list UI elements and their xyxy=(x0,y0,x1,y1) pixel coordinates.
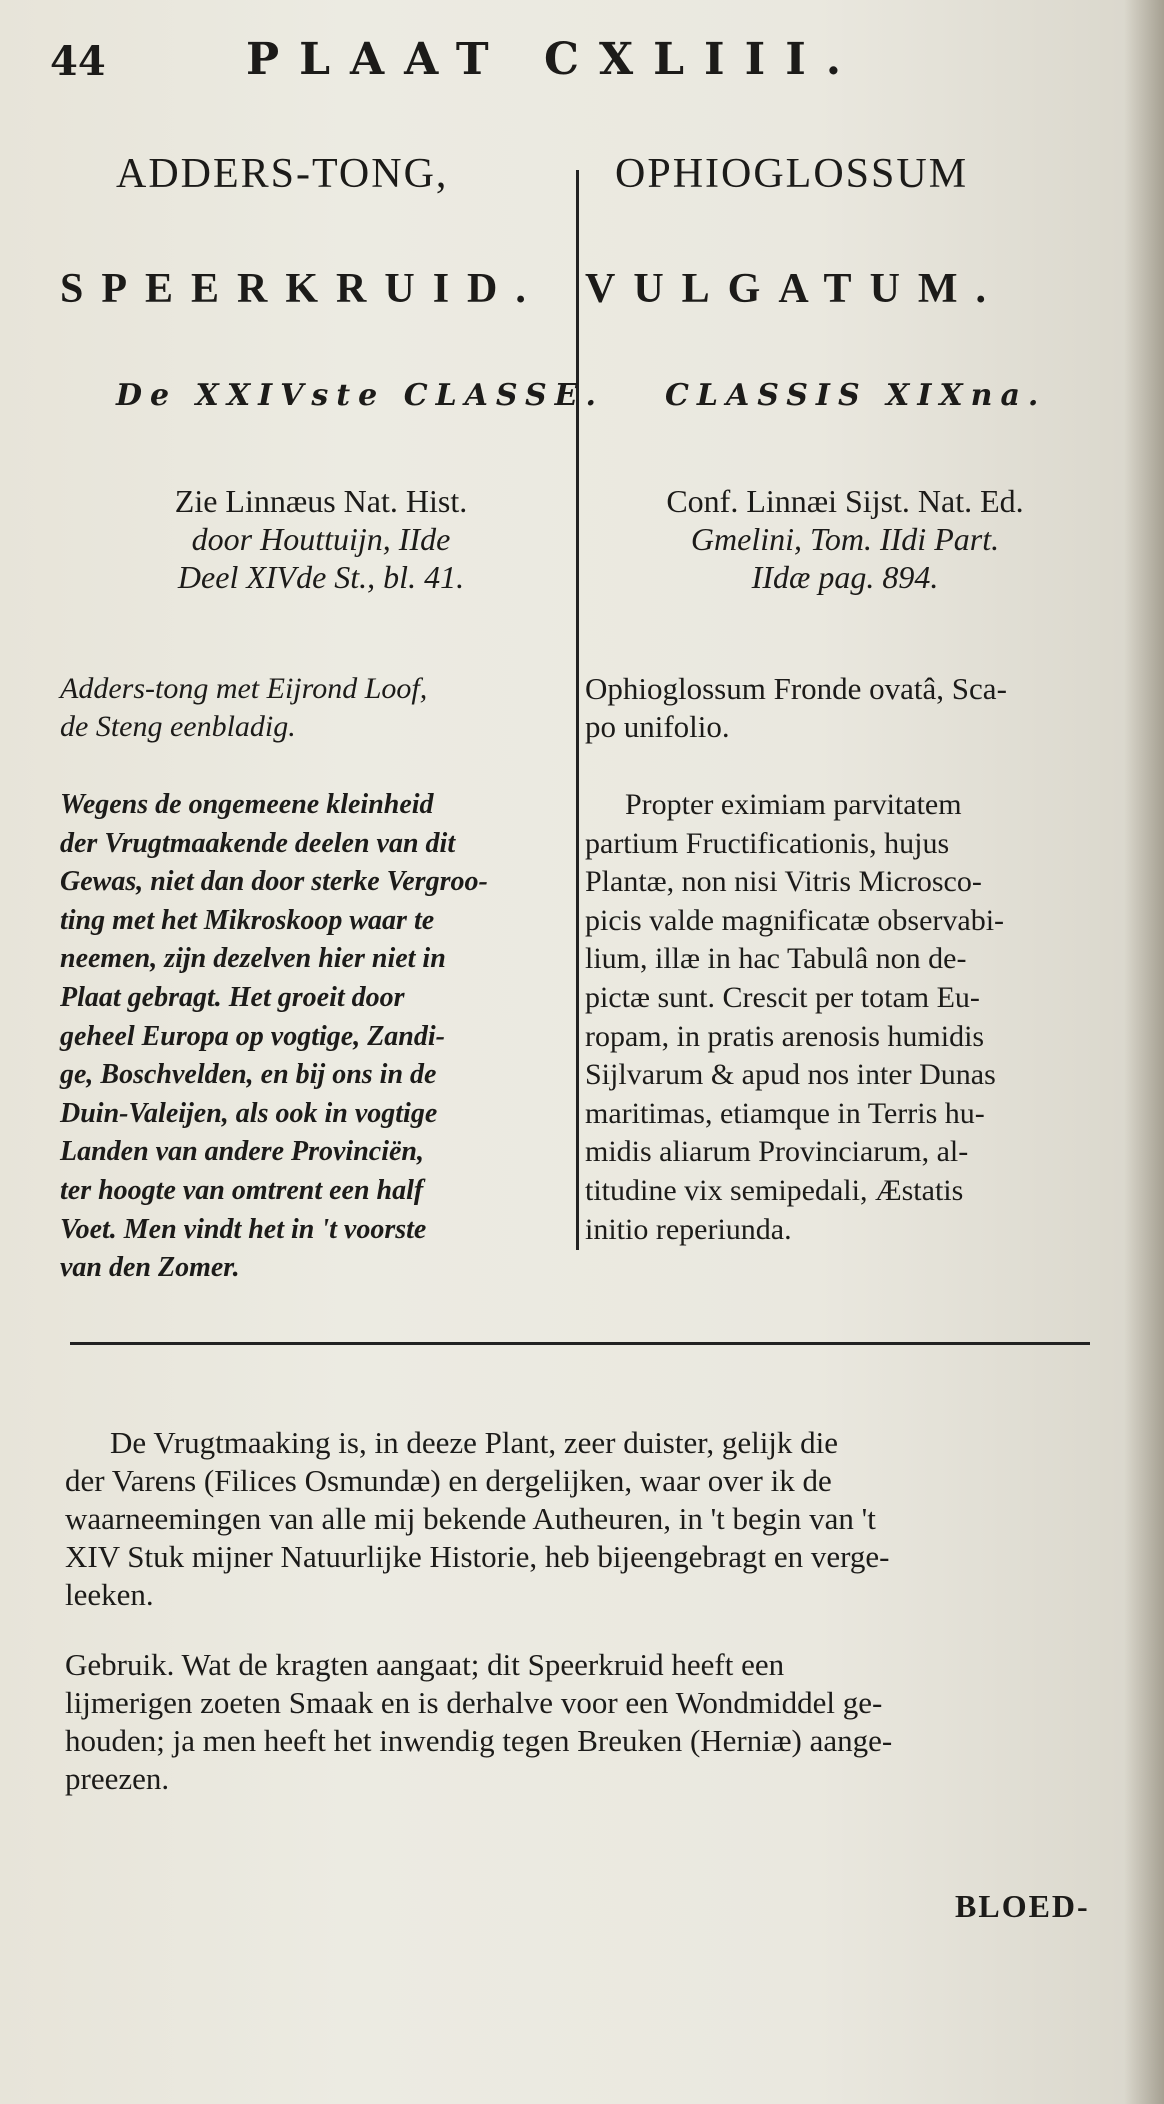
right-ref-line: Gmelini, Tom. IIdi Part. xyxy=(690,521,1000,557)
left-body-line: ting met het Mikroskoop waar te xyxy=(60,904,435,936)
use-line: preezen. xyxy=(65,1761,170,1796)
left-body-line: Wegens de ongemeene kleinheid xyxy=(60,789,434,820)
right-diagnosis xyxy=(585,670,1007,746)
left-body-line: ter hoogte van omtrent een half xyxy=(60,1174,424,1206)
remarks-line: der Varens (Filices Osmundæ) en dergelijken, waar over ik de xyxy=(65,1463,832,1498)
remarks-line: De Vrugtmaaking is, in deeze Plant, zeer duister, gelijk die xyxy=(110,1425,839,1460)
right-body-line: Propter eximiam parvitatem xyxy=(625,788,962,821)
right-body-line: initio reperiunda. xyxy=(585,1212,792,1246)
column-divider xyxy=(576,170,579,1250)
left-body-line: geheel Europa op vogtige, Zandi- xyxy=(60,1020,445,1052)
right-body-line: partium Fructificationis, hujus xyxy=(585,826,950,860)
plate-title: PLAAT CXLIII. xyxy=(246,34,862,85)
left-name-line2: SPEERKRUID. xyxy=(60,266,544,312)
left-body-line: Plaat gebragt. Het groeit door xyxy=(60,981,405,1013)
right-ref-line: Conf. Linnæi Sijst. Nat. Ed. xyxy=(666,483,1024,519)
left-reference xyxy=(96,482,546,596)
left-class-label: De XXIVste CLASSE. xyxy=(116,378,604,413)
right-body-line: lium, illæ in hac Tabulâ non de- xyxy=(585,942,967,976)
use-paragraph xyxy=(65,1646,1115,1798)
remarks-line: leeken. xyxy=(65,1577,154,1612)
use-line: houden; ja men heeft het inwendig tegen Breuken (Herniæ) aange- xyxy=(65,1723,893,1758)
use-line: Gebruik. Wat de kragten aangaat; dit Speerkruid heeft een xyxy=(65,1647,785,1682)
right-body-line: ropam, in pratis arenosis humidis xyxy=(585,1019,985,1053)
left-body-line: Gewas, niet dan door sterke Vergroo- xyxy=(60,866,488,898)
right-reference xyxy=(585,482,1105,596)
right-body-text xyxy=(585,786,1105,1249)
running-head xyxy=(50,30,1110,100)
left-body-line: Voet. Men vindt het in 't voorste xyxy=(60,1213,427,1245)
right-diag-line: po unifolio. xyxy=(585,709,730,744)
left-body-line: ge, Boschvelden, en bij ons in de xyxy=(60,1059,437,1091)
page-edge-shadow xyxy=(1124,0,1164,2104)
page-number: 44 xyxy=(50,38,106,85)
left-body-line: Duin-Valeijen, als ook in vogtige xyxy=(60,1097,438,1129)
left-body-line: Landen van andere Provinciën, xyxy=(60,1136,424,1168)
right-name-line2: VULGATUM. xyxy=(585,266,1005,312)
catchword: BLOED- xyxy=(955,1888,1090,1924)
right-class-label: CLASSIS XIXna. xyxy=(665,378,1047,413)
left-body-line: van den Zomer. xyxy=(60,1252,240,1284)
right-body-line: pictæ sunt. Crescit per totam Eu- xyxy=(585,980,980,1014)
right-body-line: midis aliarum Provinciarum, al- xyxy=(585,1135,969,1169)
right-name-line1: OPHIOGLOSSUM xyxy=(615,151,969,197)
left-ref-line: Zie Linnæus Nat. Hist. xyxy=(174,483,468,519)
left-ref-line: door Houttuijn, IIde xyxy=(191,521,451,557)
right-body-line: maritimas, etiamque in Terris hu- xyxy=(585,1096,985,1130)
remarks-line: XIV Stuk mijner Natuurlijke Historie, heb bijeengebragt en verge- xyxy=(65,1539,890,1574)
left-ref-line: Deel XIVde St., bl. 41. xyxy=(177,559,465,595)
left-diagnosis xyxy=(60,670,427,746)
left-diag-line: de Steng eenbladig. xyxy=(60,710,296,743)
remarks-paragraph xyxy=(65,1424,1115,1614)
use-line: lijmerigen zoeten Smaak en is derhalve voor een Wondmiddel ge- xyxy=(65,1685,883,1720)
right-body-line: picis valde magnificatæ observabi- xyxy=(585,903,1005,937)
remarks-line: waarneemingen van alle mij bekende Autheuren, in 't begin van 't xyxy=(65,1501,876,1536)
left-body-text xyxy=(60,786,570,1288)
horizontal-rule xyxy=(70,1342,1090,1345)
right-body-line: Plantæ, non nisi Vitris Microsco- xyxy=(585,865,982,899)
left-body-line: neemen, zijn dezelven hier niet in xyxy=(60,943,446,975)
right-ref-line: IIdæ pag. 894. xyxy=(751,559,939,595)
right-body-line: Sijlvarum & apud nos inter Dunas xyxy=(585,1058,996,1092)
left-body-line: der Vrugtmaakende deelen van dit xyxy=(60,827,456,859)
left-name-line1: ADDERS-TONG, xyxy=(116,151,449,197)
right-body-line: titudine vix semipedali, Æstatis xyxy=(585,1173,964,1207)
left-diag-line: Adders-tong met Eijrond Loof, xyxy=(60,672,428,705)
right-diag-line: Ophioglossum Fronde ovatâ, Sca- xyxy=(585,671,1007,706)
